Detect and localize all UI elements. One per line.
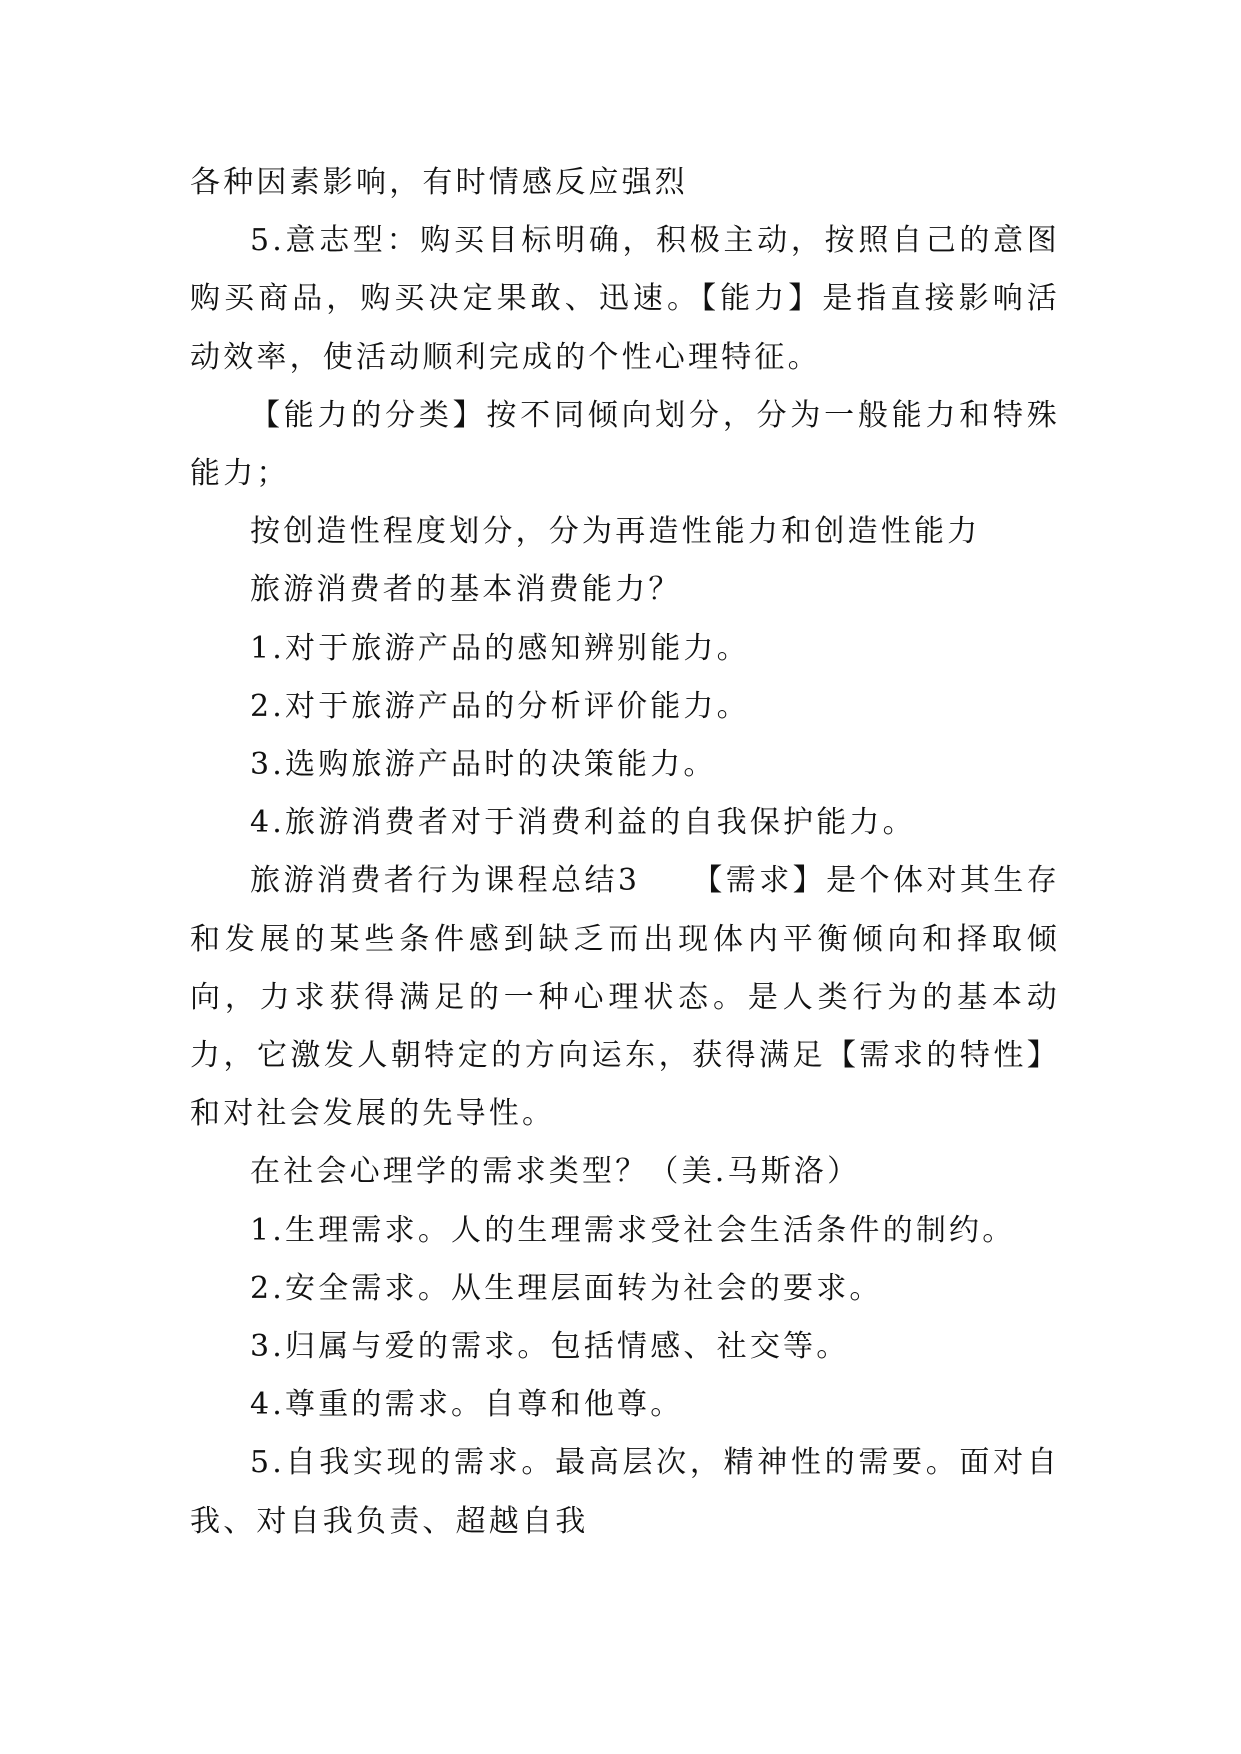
list-item-decision-ability: 3.选购旅游产品时的决策能力。 bbox=[250, 747, 717, 783]
paragraph-ability-classification: 【能力的分类】按不同倾向划分，分为一般能力和特殊能力； bbox=[190, 397, 1060, 492]
paragraph-creativity-division: 按创造性程度划分，分为再造性能力和创造性能力 bbox=[250, 514, 981, 550]
list-item-safety-need: 2.安全需求。从生理层面转为社会的要求。 bbox=[250, 1270, 883, 1306]
list-item-physiological-need: 1.生理需求。人的生理需求受社会生活条件的制约。 bbox=[250, 1212, 1016, 1248]
paragraph-continuation: 各种因素影响，有时情感反应强烈 bbox=[190, 165, 688, 200]
list-item-self-protection-ability: 4.旅游消费者对于消费利益的自我保护能力。 bbox=[250, 805, 916, 841]
paragraph-maslow-question: 在社会心理学的需求类型？（美.马斯洛） bbox=[250, 1154, 861, 1190]
list-item-self-actualization-need: 5.自我实现的需求。最高层次，精神性的需要。面对自我、对自我负责、超越自我 bbox=[190, 1445, 1060, 1539]
list-item-perception-ability: 1.对于旅游产品的感知辨别能力。 bbox=[250, 630, 750, 666]
paragraph-volitional-type: 5.意志型：购买目标明确，积极主动，按照自己的意图购买商品，购买决定果敢、迅速。【能力】是指直接影响活动效率，使活动顺利完成的个性心理特征。 bbox=[190, 223, 1060, 375]
list-item-analysis-ability: 2.对于旅游产品的分析评价能力。 bbox=[250, 688, 750, 724]
paragraph-course-summary-need: 旅游消费者行为课程总结3 【需求】是个体对其生存和发展的某些条件感到缺乏而出现体内平衡倾向和择取倾向，力求获得满足的一种心理状态。是人类行为的基本动力，它激发人朝特定的方向运东，获得满足【需求的特性】和对社会发展的先导性。 bbox=[190, 863, 1060, 1132]
list-item-belonging-need: 3.归属与爱的需求。包括情感、社交等。 bbox=[250, 1329, 850, 1365]
document-body bbox=[190, 154, 1060, 1551]
paragraph-basic-consumption-ability: 旅游消费者的基本消费能力？ bbox=[250, 572, 682, 608]
list-item-esteem-need: 4.尊重的需求。自尊和他尊。 bbox=[250, 1387, 684, 1423]
